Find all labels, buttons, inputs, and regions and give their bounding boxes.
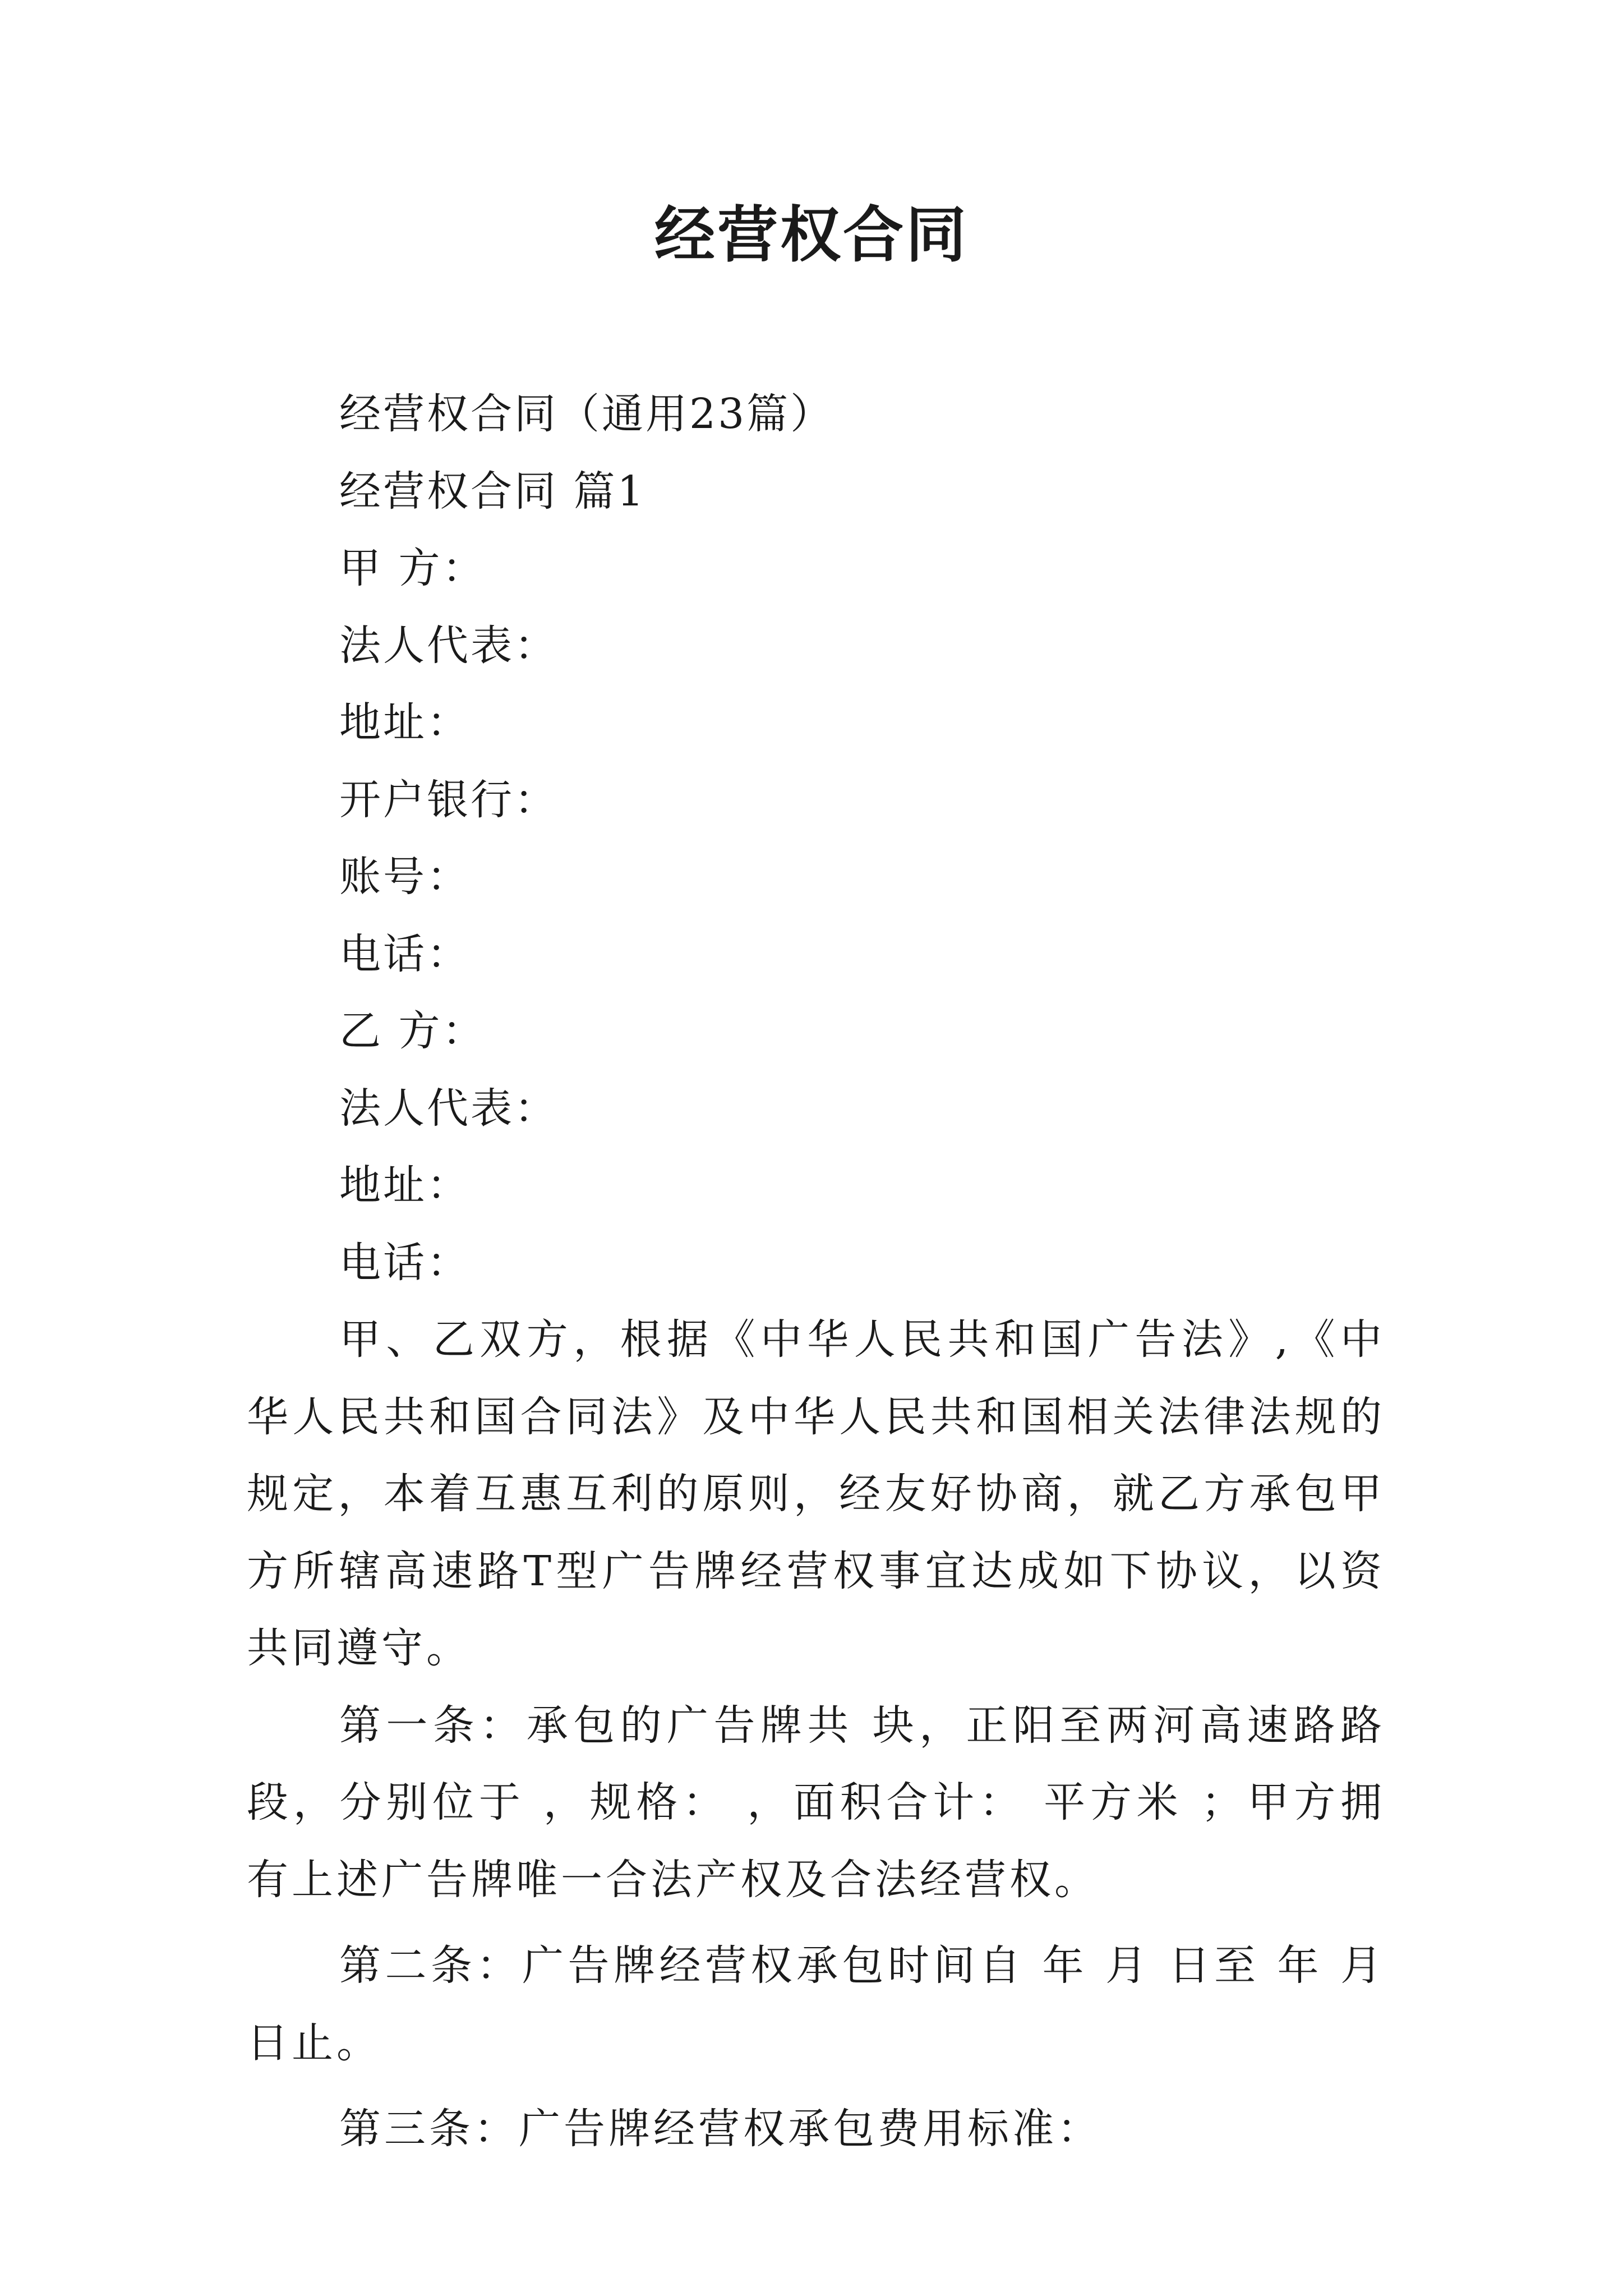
section-title: 经营权合同 篇1	[339, 467, 646, 516]
party-a-phone: 电话：	[339, 930, 471, 978]
party-a-bank: 开户银行：	[339, 775, 558, 824]
paragraph-article-1: 第一条：承包的广告牌共 块，正阳至两河高速路路段，分别位于 ，规格： ，面积合计： 平方米 ；甲方拥有上述广告牌唯一合法产权及合法经营权。	[247, 1701, 1385, 1904]
party-b-rep: 法人代表：	[339, 1084, 558, 1133]
document-body	[247, 376, 1385, 2168]
party-a-account: 账号：	[339, 853, 471, 901]
paragraph-preamble: 甲、乙双方，根据《中华人民共和国广告法》,《中华人民共和国合同法》及中华人民共和国相关法律法规的规定，本着互惠互利的原则，经友好协商，就乙方承包甲方所辖高速路T型广告牌经营权事宜达成如下协议，以资共同遵守。	[247, 1315, 1385, 1672]
paragraph-article-3: 第三条：广告牌经营权承包费用标准：	[339, 2105, 1102, 2153]
party-b-label: 乙 方：	[339, 1007, 486, 1055]
party-a-rep: 法人代表：	[339, 621, 558, 670]
document-title: 经营权合同	[654, 200, 969, 270]
party-b-address: 地址：	[339, 1161, 471, 1209]
party-b-phone: 电话：	[339, 1238, 471, 1287]
party-a-label: 甲 方：	[339, 544, 486, 592]
paragraph-article-2: 第二条：广告牌经营权承包时间自 年 月 日至 年 月 日止。	[247, 1941, 1385, 2067]
document-heading: 经营权合同（通用23篇）	[339, 390, 834, 438]
party-a-address: 地址：	[339, 698, 471, 747]
